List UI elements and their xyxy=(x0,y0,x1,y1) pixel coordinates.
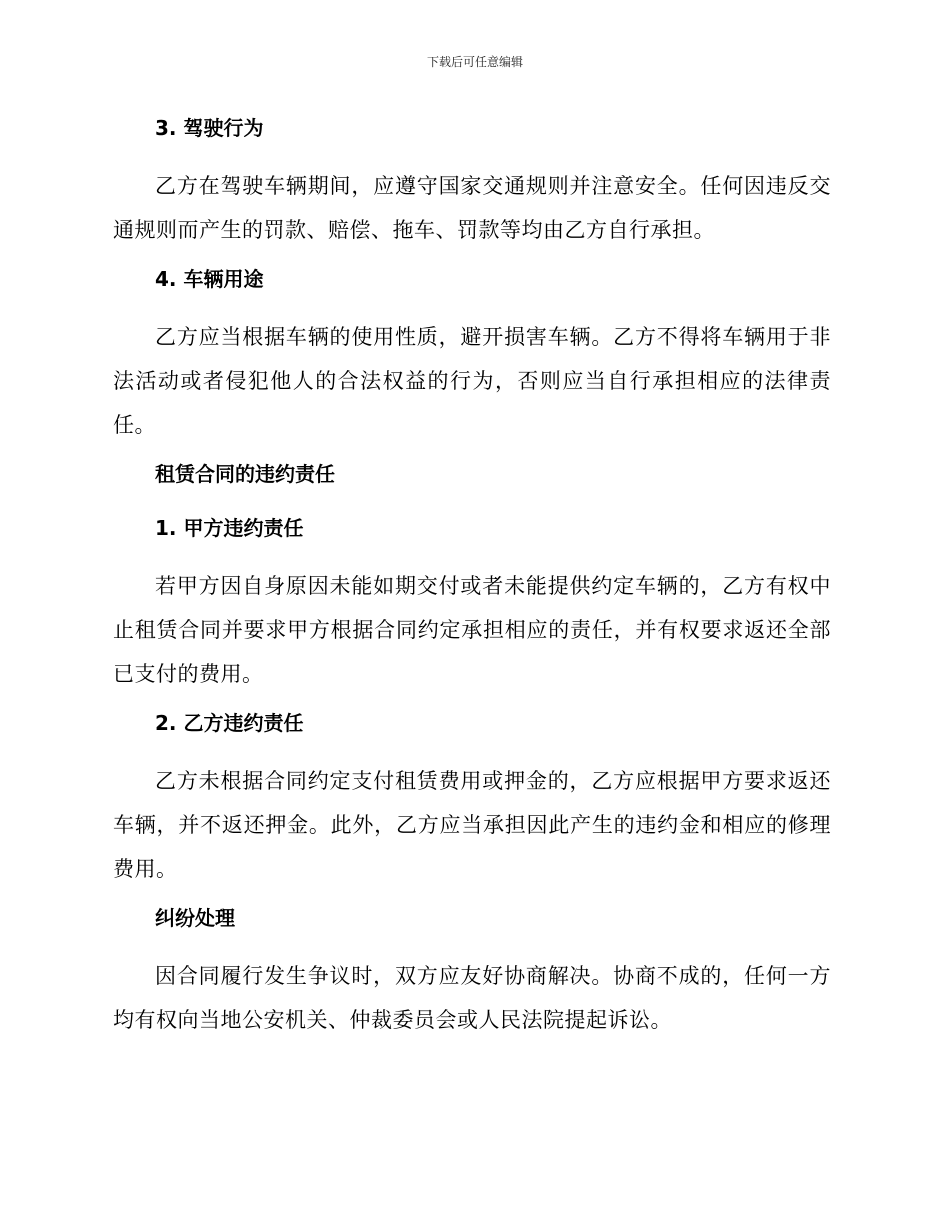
section-paragraph-dispute-resolution: 因合同履行发生争议时，双方应友好协商解决。协商不成的，任何一方均有权向当地公安机关、仲裁委员会或人民法院提起诉讼。 xyxy=(113,964,831,1032)
section-heading-vehicle-use: 4. 车辆用途 xyxy=(155,267,264,291)
section-heading-breach-liability: 租赁合同的违约责任 xyxy=(155,462,335,486)
section-heading-party-a-breach: 1. 甲方违约责任 xyxy=(155,516,304,540)
section-paragraph-vehicle-use: 乙方应当根据车辆的使用性质，避开损害车辆。乙方不得将车辆用于非法活动或者侵犯他人的合法权益的行为，否则应当自行承担相应的法律责任。 xyxy=(113,325,831,437)
section-paragraph-party-a-breach: 若甲方因自身原因未能如期交付或者未能提供约定车辆的，乙方有权中止租赁合同并要求甲方根据合同约定承担相应的责任，并有权要求返还全部已支付的费用。 xyxy=(113,574,831,686)
section-heading-dispute-resolution: 纠纷处理 xyxy=(155,906,235,930)
document-body xyxy=(113,110,831,1051)
page-header: 下载后可任意编辑 xyxy=(426,55,523,69)
section-paragraph-driving-behavior: 乙方在驾驶车辆期间，应遵守国家交通规则并注意安全。任何因违反交通规则而产生的罚款、赔偿、拖车、罚款等均由乙方自行承担。 xyxy=(113,174,831,242)
section-heading-party-b-breach: 2. 乙方违约责任 xyxy=(155,711,304,735)
section-heading-driving-behavior: 3. 驾驶行为 xyxy=(155,116,264,140)
section-paragraph-party-b-breach: 乙方未根据合同约定支付租赁费用或押金的，乙方应根据甲方要求返还车辆，并不返还押金。此外，乙方应当承担因此产生的违约金和相应的修理费用。 xyxy=(113,769,831,881)
